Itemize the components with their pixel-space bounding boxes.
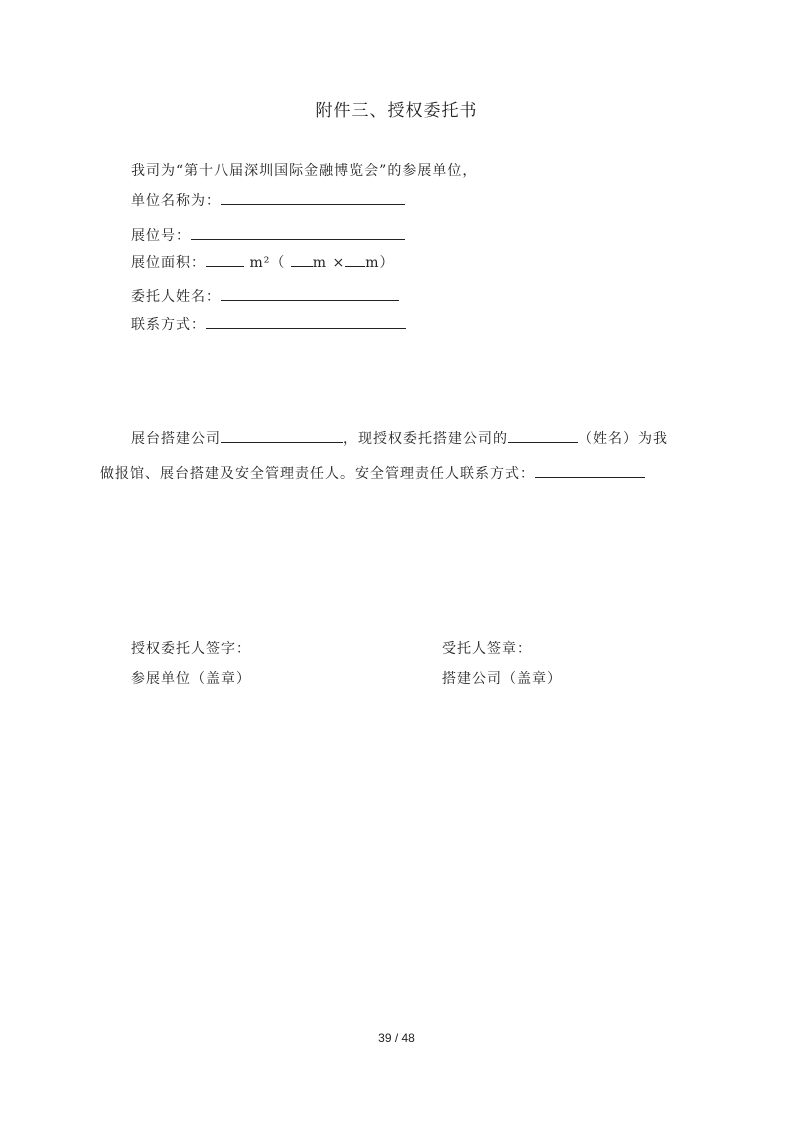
booth-no-label: 展位号： [131,228,191,244]
authorization-line-1 [131,428,668,449]
builder-company-label: 展台搭建公司 [131,431,221,447]
name-suffix: （姓名）为我 [578,431,668,447]
booth-no-blank[interactable] [191,225,405,240]
area-blank[interactable] [206,252,244,267]
principal-name-blank[interactable] [221,286,399,301]
principal-signature-label: 授权委托人签字： [131,641,251,657]
intro-text: 我司为“第十八届深圳国际金融博览会”的参展单位， [131,163,478,179]
booth-no-row [131,225,405,246]
exhibitor-seal-label: 参展单位（盖章） [131,671,251,687]
contact-blank[interactable] [206,314,406,329]
builder-seal-label: 搭建公司（盖章） [442,671,562,687]
responsibility-text: 做报馆、展台搭建及安全管理责任人。安全管理责任人联系方式： [100,466,535,482]
contact-label: 联系方式： [131,317,206,333]
page-number: 39 / 48 [378,1031,415,1045]
booth-area-row [131,252,395,273]
document-title: 附件三、授权委托书 [315,101,478,121]
agent-signature-label: 受托人签章： [442,641,532,657]
unit-name-blank[interactable] [221,190,405,205]
unit-name-row [131,190,405,211]
responsible-contact-blank[interactable] [535,463,645,478]
person-name-blank[interactable] [508,428,578,443]
principal-name-row [131,286,399,307]
length-blank[interactable] [291,252,313,267]
area-unit: m²（ [249,255,286,271]
authorization-text: ，现授权委托搭建公司的 [343,431,508,447]
unit-name-label: 单位名称为： [131,193,221,209]
booth-area-label: 展位面积： [131,255,206,271]
contact-row [131,314,406,335]
width-blank[interactable] [345,252,365,267]
principal-name-label: 委托人姓名： [131,289,221,305]
intro-line [131,161,477,181]
width-unit: m） [365,255,395,271]
authorization-line-2 [100,463,645,484]
length-unit: m × [312,255,346,271]
builder-company-blank[interactable] [221,428,343,443]
